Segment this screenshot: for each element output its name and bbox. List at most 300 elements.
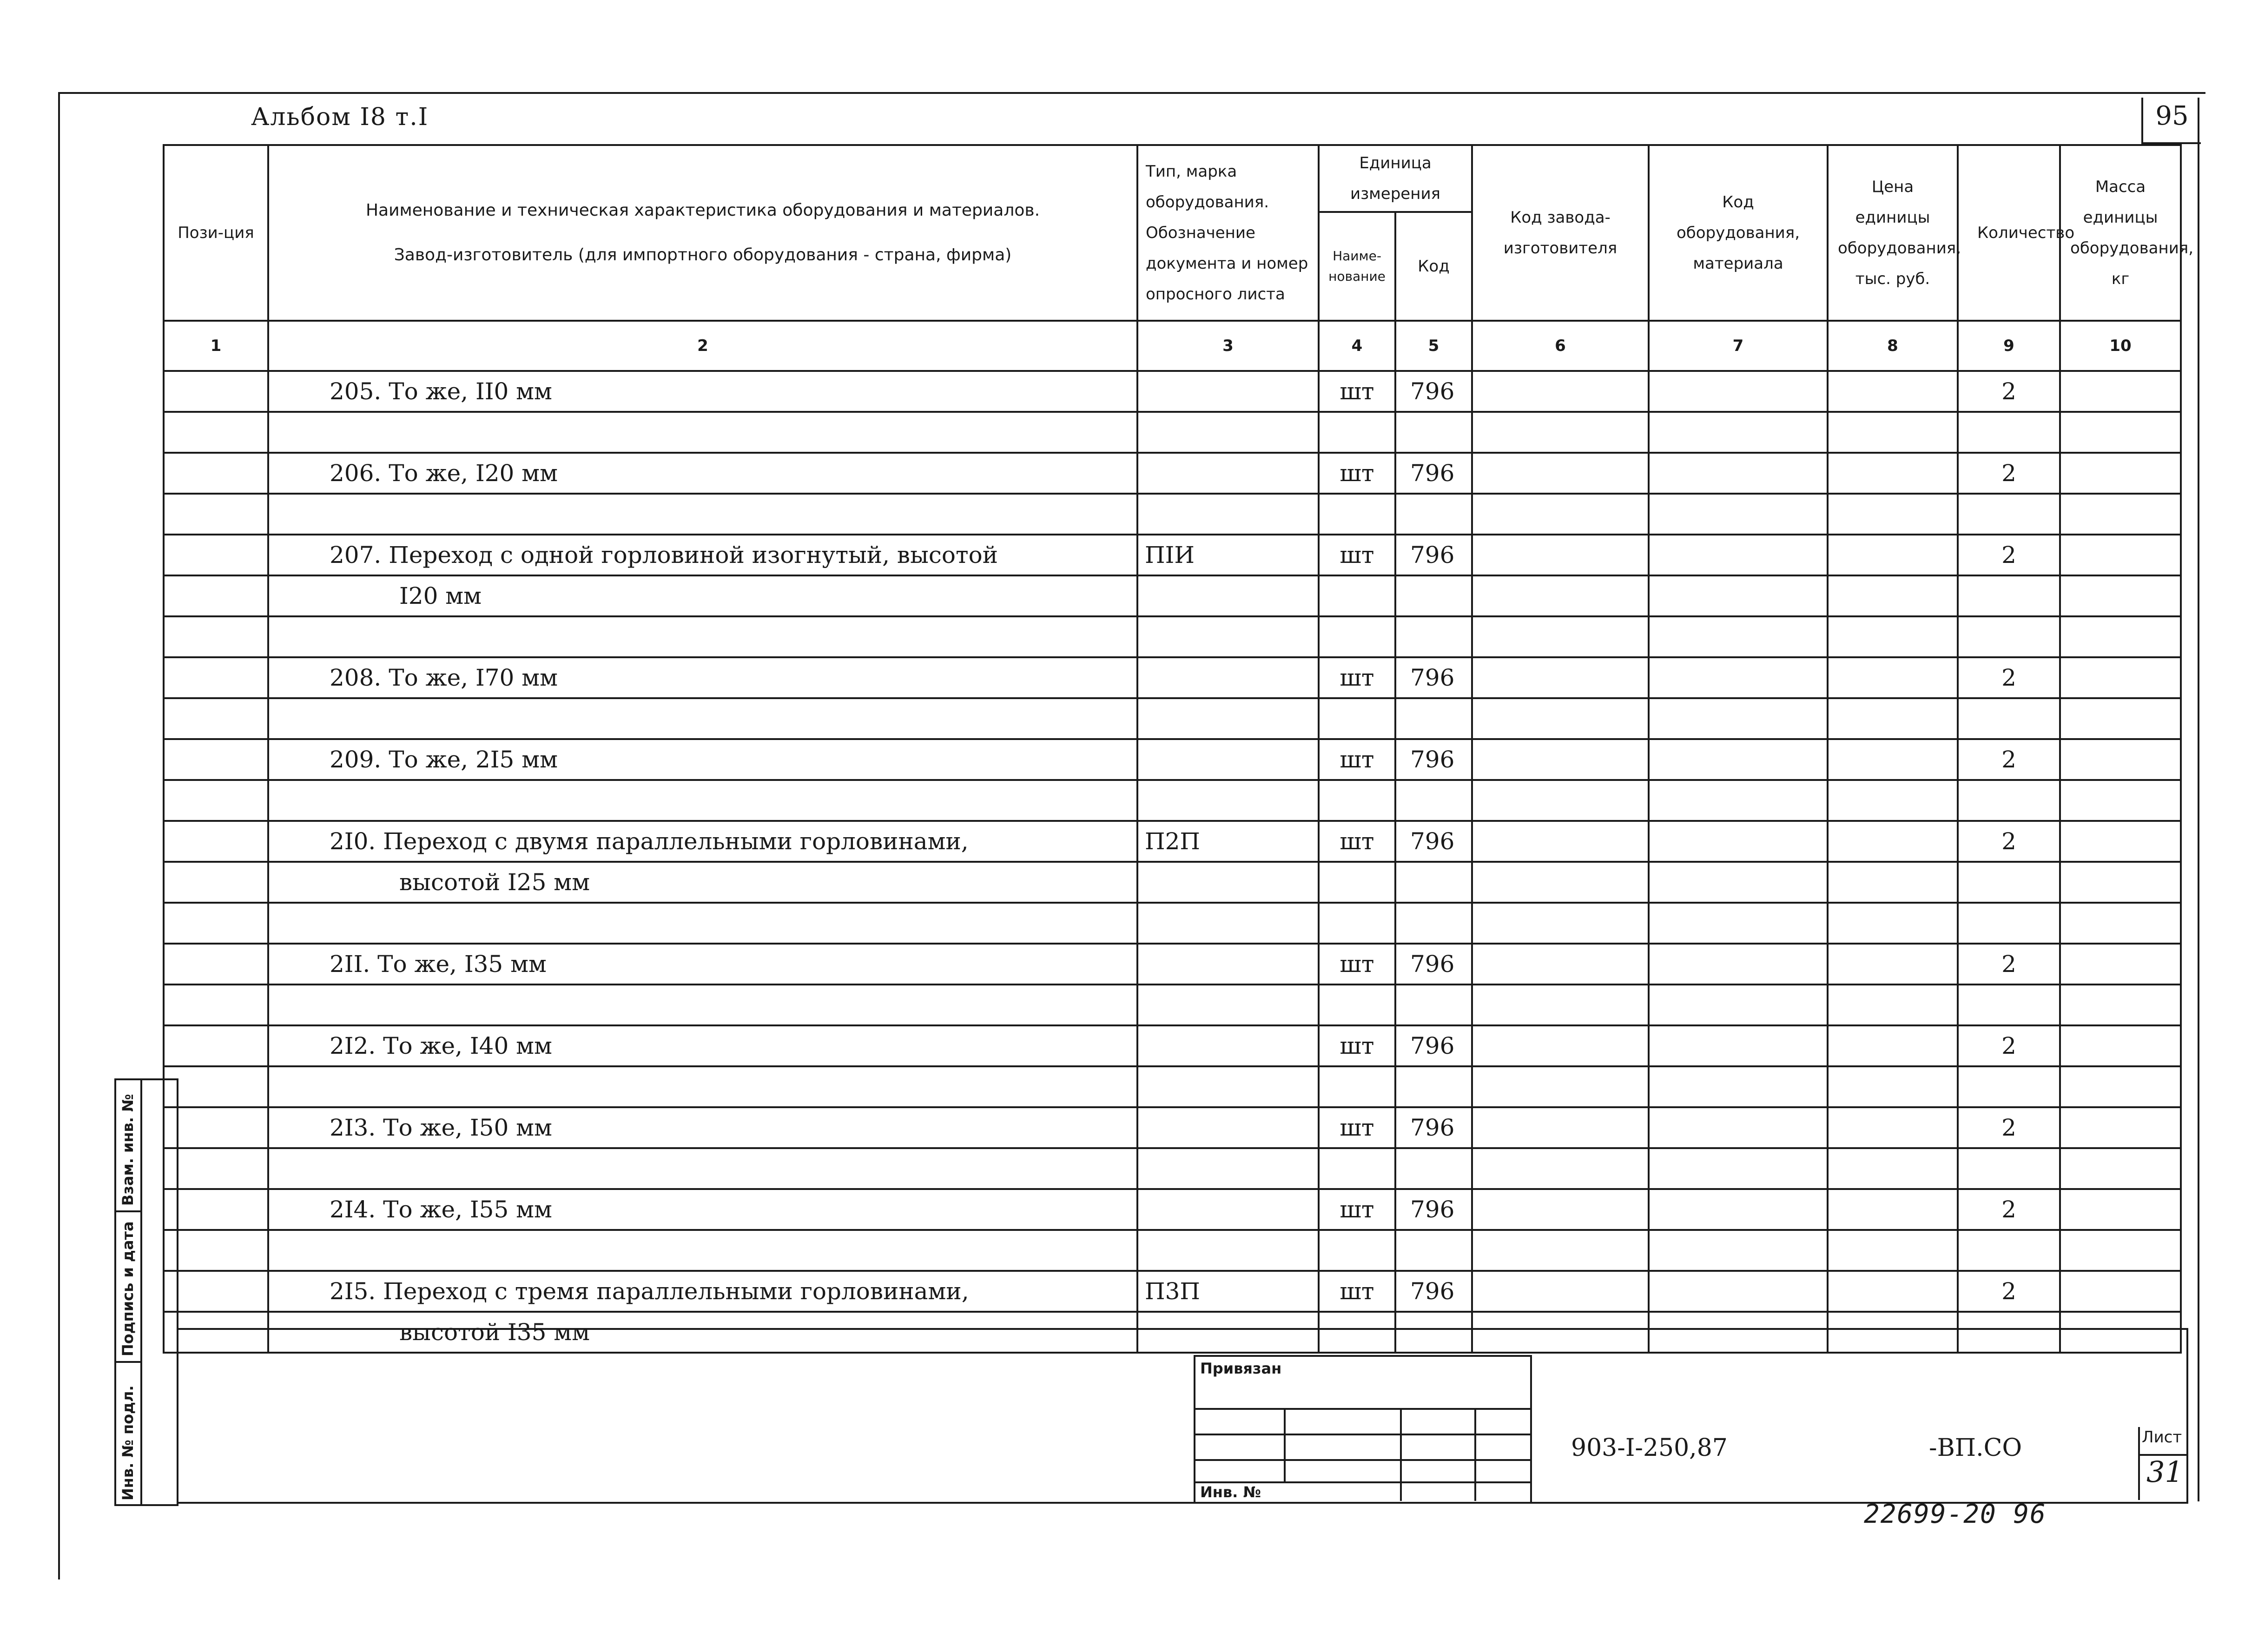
table-cell-c7 (1649, 657, 1828, 698)
table-cell-c2: 209. То же, 2I5 мм (268, 739, 1137, 780)
table-cell-c7 (1649, 944, 1828, 985)
page-corner-number: 95 (2141, 98, 2201, 144)
table-cell-c7 (1649, 1148, 1828, 1189)
column-number: 5 (1395, 321, 1472, 371)
table-cell-c2 (268, 616, 1137, 657)
table-row (164, 1066, 2181, 1107)
table-cell-c2 (268, 1148, 1137, 1189)
table-cell-c8 (1828, 453, 1958, 494)
table-cell-c10 (2060, 1025, 2181, 1066)
column-number: 4 (1319, 321, 1395, 371)
header-mass: Масса единицы оборудования, кг (2060, 145, 2181, 321)
archive-number: 22699-20 96 (1864, 1499, 2047, 1529)
table-cell-c9 (1958, 1066, 2060, 1107)
table-cell-c9 (1958, 1230, 2060, 1271)
table-cell-c7 (1649, 371, 1828, 412)
table-row (164, 1271, 2181, 1312)
table-cell-c6 (1472, 1148, 1649, 1189)
table-cell-c9: 2 (1958, 1025, 2060, 1066)
table-cell-c7 (1649, 1107, 1828, 1148)
table-cell-c8 (1828, 1066, 1958, 1107)
table-cell-c5 (1395, 412, 1472, 453)
table-cell-c4: шт (1319, 1271, 1395, 1312)
table-cell-c6 (1472, 657, 1649, 698)
table-cell-c4 (1319, 862, 1395, 903)
table-cell-c6 (1472, 1271, 1649, 1312)
table-cell-c2 (268, 1066, 1137, 1107)
document-suffix: -ВП.СО (1929, 1434, 2022, 1462)
table-row (164, 903, 2181, 944)
header-unit-code: Код (1395, 212, 1472, 321)
table-cell-c3 (1137, 412, 1319, 453)
table-cell-c7 (1649, 985, 1828, 1025)
table-cell-c2 (268, 1230, 1137, 1271)
table-cell-c2: 206. То же, I20 мм (268, 453, 1137, 494)
table-cell-c6 (1472, 1066, 1649, 1107)
table-cell-c2 (268, 494, 1137, 535)
table-row (164, 698, 2181, 739)
frame-left-line (58, 92, 60, 1579)
table-cell-c3 (1137, 903, 1319, 944)
table-cell-c7 (1649, 821, 1828, 862)
table-cell-c5: 796 (1395, 535, 1472, 575)
table-cell-c4 (1319, 698, 1395, 739)
table-cell-c1 (164, 1230, 268, 1271)
binding-grid-line (1195, 1459, 1530, 1461)
table-cell-c9 (1958, 412, 2060, 453)
table-cell-c6 (1472, 494, 1649, 535)
table-cell-c10 (2060, 698, 2181, 739)
table-cell-c8 (1828, 944, 1958, 985)
table-cell-c3 (1137, 575, 1319, 616)
binding-grid-line (1284, 1408, 1286, 1482)
table-cell-c5: 796 (1395, 821, 1472, 862)
table-cell-c5 (1395, 903, 1472, 944)
equipment-spec-table (163, 144, 2194, 1354)
title-block (177, 1328, 2188, 1504)
table-cell-c6 (1472, 575, 1649, 616)
table-cell-c10 (2060, 616, 2181, 657)
table-cell-c9: 2 (1958, 1271, 2060, 1312)
table-cell-c5: 796 (1395, 1107, 1472, 1148)
table-cell-c8 (1828, 535, 1958, 575)
table-cell-c8 (1828, 1271, 1958, 1312)
table-cell-c7 (1649, 616, 1828, 657)
table-cell-c8 (1828, 739, 1958, 780)
table-cell-c1 (164, 1189, 268, 1230)
header-qty: Количество (1958, 145, 2060, 321)
table-cell-c1 (164, 862, 268, 903)
table-cell-c8 (1828, 494, 1958, 535)
table-row (164, 985, 2181, 1025)
table-cell-c5: 796 (1395, 371, 1472, 412)
table-cell-c2 (268, 903, 1137, 944)
table-cell-c2: высотой I25 мм (268, 862, 1137, 903)
table-cell-c6 (1472, 1189, 1649, 1230)
table-cell-c2: 2II. То же, I35 мм (268, 944, 1137, 985)
table-cell-c7 (1649, 453, 1828, 494)
column-number: 10 (2060, 321, 2181, 371)
table-cell-c10 (2060, 985, 2181, 1025)
table-row (164, 412, 2181, 453)
table-cell-c9 (1958, 862, 2060, 903)
table-cell-c4: шт (1319, 657, 1395, 698)
table-cell-c6 (1472, 616, 1649, 657)
table-cell-c8 (1828, 412, 1958, 453)
table-cell-c10 (2060, 1066, 2181, 1107)
table-cell-c1 (164, 657, 268, 698)
table-cell-c5: 796 (1395, 944, 1472, 985)
table-cell-c1 (164, 821, 268, 862)
table-cell-c8 (1828, 1025, 1958, 1066)
side-cell-original-inv (116, 1363, 140, 1502)
table-cell-c3: П3П (1137, 1271, 1319, 1312)
column-number: 6 (1472, 321, 1649, 371)
album-label: Альбом I8 т.I (251, 103, 429, 131)
table-cell-c1 (164, 412, 268, 453)
header-unit-name: Наиме-нование (1319, 212, 1395, 321)
table-cell-c1 (164, 698, 268, 739)
table-cell-c3 (1137, 944, 1319, 985)
table-cell-c3 (1137, 739, 1319, 780)
inv-label: Инв. № (1200, 1483, 1261, 1501)
table-cell-c4: шт (1319, 821, 1395, 862)
table-cell-c2: высотой I35 мм (268, 1312, 1137, 1353)
side-label-replaced-inv: Взам. инв. № (119, 1094, 137, 1206)
table-cell-c7 (1649, 739, 1828, 780)
table-cell-c3 (1137, 698, 1319, 739)
table-cell-c5 (1395, 1066, 1472, 1107)
table-cell-c3 (1137, 616, 1319, 657)
frame-right-line (2198, 98, 2199, 1501)
table-row (164, 739, 2181, 780)
table-cell-c8 (1828, 985, 1958, 1025)
table-cell-c9: 2 (1958, 657, 2060, 698)
table-cell-c5: 796 (1395, 1271, 1472, 1312)
table-cell-c10 (2060, 739, 2181, 780)
table-cell-c10 (2060, 494, 2181, 535)
table-cell-c6 (1472, 862, 1649, 903)
table-cell-c1 (164, 1107, 268, 1148)
table-cell-c9: 2 (1958, 1107, 2060, 1148)
column-number: 2 (268, 321, 1137, 371)
table-cell-c8 (1828, 862, 1958, 903)
side-stamp-column (116, 1080, 142, 1504)
column-number: 3 (1137, 321, 1319, 371)
table-cell-c10 (2060, 412, 2181, 453)
table-cell-c5: 796 (1395, 453, 1472, 494)
table-cell-c1 (164, 1148, 268, 1189)
table-cell-c8 (1828, 1189, 1958, 1230)
table-cell-c10 (2060, 1271, 2181, 1312)
table-cell-c8 (1828, 1107, 1958, 1148)
table-cell-c1 (164, 985, 268, 1025)
table-cell-c7 (1649, 903, 1828, 944)
table-cell-c8 (1828, 698, 1958, 739)
table-cell-c2 (268, 698, 1137, 739)
table-cell-c4: шт (1319, 535, 1395, 575)
table-cell-c2: 2I2. То же, I40 мм (268, 1025, 1137, 1066)
table-cell-c2 (268, 780, 1137, 821)
header-type: Тип, марка оборудования. Обозначение документа и номер опросного листа (1137, 145, 1319, 321)
table-row (164, 494, 2181, 535)
table-cell-c6 (1472, 371, 1649, 412)
side-cell-signature (116, 1212, 140, 1363)
table-cell-c2: I20 мм (268, 575, 1137, 616)
table-cell-c6 (1472, 1025, 1649, 1066)
table-cell-c7 (1649, 1189, 1828, 1230)
table-cell-c4: шт (1319, 1025, 1395, 1066)
table-cell-c8 (1828, 616, 1958, 657)
table-cell-c6 (1472, 535, 1649, 575)
table-cell-c1 (164, 371, 268, 412)
table-cell-c9: 2 (1958, 821, 2060, 862)
table-cell-c1 (164, 1066, 268, 1107)
frame-top-line (58, 92, 2205, 94)
table-cell-c5 (1395, 1230, 1472, 1271)
table-cell-c1 (164, 575, 268, 616)
table-cell-c3 (1137, 1148, 1319, 1189)
table-cell-c3 (1137, 1107, 1319, 1148)
table-cell-c4 (1319, 1230, 1395, 1271)
table-cell-c7 (1649, 862, 1828, 903)
table-cell-c3 (1137, 453, 1319, 494)
sheet-label: Лист (2142, 1428, 2182, 1447)
table-cell-c7 (1649, 494, 1828, 535)
table-cell-c2: 205. То же, II0 мм (268, 371, 1137, 412)
table-cell-c5 (1395, 494, 1472, 535)
column-number-row (164, 321, 2181, 371)
table-cell-c2: 2I5. Переход с тремя параллельными горловинами, (268, 1271, 1137, 1312)
table-cell-c1 (164, 1271, 268, 1312)
table-cell-c9 (1958, 494, 2060, 535)
table-cell-c6 (1472, 698, 1649, 739)
table-row (164, 1189, 2181, 1230)
table-cell-c10 (2060, 944, 2181, 985)
column-number: 9 (1958, 321, 2060, 371)
table-cell-c7 (1649, 1025, 1828, 1066)
table-cell-c9 (1958, 780, 2060, 821)
table-cell-c3 (1137, 371, 1319, 412)
table-cell-c4: шт (1319, 453, 1395, 494)
table-cell-c1 (164, 494, 268, 535)
table-cell-c6 (1472, 780, 1649, 821)
side-label-signature: Подпись и дата (119, 1221, 137, 1356)
header-name-line1: Наименование и техническая характеристика оборудования и материалов. (365, 201, 1040, 220)
side-label-original-inv: Инв. № подл. (119, 1385, 137, 1500)
table-cell-c2: 2I4. То же, I55 мм (268, 1189, 1137, 1230)
table-cell-c1 (164, 616, 268, 657)
table-cell-c8 (1828, 1148, 1958, 1189)
table-cell-c3 (1137, 494, 1319, 535)
table-cell-c5: 796 (1395, 1025, 1472, 1066)
table-cell-c3 (1137, 1189, 1319, 1230)
table-cell-c6 (1472, 1230, 1649, 1271)
table-cell-c10 (2060, 657, 2181, 698)
table-cell-c7 (1649, 1271, 1828, 1312)
table-row (164, 821, 2181, 862)
table-cell-c7 (1649, 412, 1828, 453)
table-cell-c8 (1828, 903, 1958, 944)
table-cell-c8 (1828, 575, 1958, 616)
table-cell-c2 (268, 985, 1137, 1025)
table-cell-c9 (1958, 575, 2060, 616)
table-cell-c4: шт (1319, 739, 1395, 780)
table-cell-c3 (1137, 985, 1319, 1025)
table-cell-c10 (2060, 780, 2181, 821)
table-row (164, 371, 2181, 412)
table-cell-c10 (2060, 862, 2181, 903)
table-cell-c9 (1958, 985, 2060, 1025)
table-cell-c10 (2060, 821, 2181, 862)
table-cell-c4: шт (1319, 1107, 1395, 1148)
table-cell-c4 (1319, 616, 1395, 657)
table-cell-c6 (1472, 944, 1649, 985)
table-cell-c6 (1472, 821, 1649, 862)
table-cell-c7 (1649, 1066, 1828, 1107)
header-position: Пози-ция (164, 145, 268, 321)
table-cell-c3 (1137, 862, 1319, 903)
table-cell-c1 (164, 780, 268, 821)
table-cell-c4: шт (1319, 371, 1395, 412)
table-cell-c2: 207. Переход с одной горловиной изогнутый, высотой (268, 535, 1137, 575)
table-cell-c2: 2I0. Переход с двумя параллельными горловинами, (268, 821, 1137, 862)
document-number: 903-I-250,87 (1571, 1434, 1728, 1462)
table-cell-c10 (2060, 903, 2181, 944)
table-cell-c3: ПIИ (1137, 535, 1319, 575)
table-row (164, 453, 2181, 494)
table-cell-c9: 2 (1958, 944, 2060, 985)
column-number: 1 (164, 321, 268, 371)
table-cell-c7 (1649, 698, 1828, 739)
table-cell-c1 (164, 1025, 268, 1066)
table-cell-c5 (1395, 985, 1472, 1025)
table-cell-c3 (1137, 657, 1319, 698)
table-cell-c1 (164, 453, 268, 494)
table-row (164, 616, 2181, 657)
table-cell-c4 (1319, 985, 1395, 1025)
table-row (164, 535, 2181, 575)
table-cell-c7 (1649, 780, 1828, 821)
table-cell-c9 (1958, 903, 2060, 944)
table-row (164, 575, 2181, 616)
table-cell-c5: 796 (1395, 739, 1472, 780)
table-cell-c3 (1137, 1230, 1319, 1271)
table-cell-c6 (1472, 903, 1649, 944)
table-cell-c4: шт (1319, 944, 1395, 985)
table-cell-c6 (1472, 739, 1649, 780)
table-cell-c7 (1649, 575, 1828, 616)
table-cell-c9: 2 (1958, 739, 2060, 780)
binding-grid-line (1400, 1408, 1402, 1501)
table-row (164, 944, 2181, 985)
table-cell-c5 (1395, 616, 1472, 657)
table-cell-c6 (1472, 985, 1649, 1025)
bound-label: Привязан (1200, 1360, 1282, 1377)
table-cell-c10 (2060, 535, 2181, 575)
table-cell-c9 (1958, 1148, 2060, 1189)
table-cell-c4 (1319, 1148, 1395, 1189)
header-name-line2: Завод-изготовитель (для импортного оборудования - страна, фирма) (394, 245, 1012, 264)
table-cell-c9: 2 (1958, 1189, 2060, 1230)
table-row (164, 780, 2181, 821)
table-cell-c2: 2I3. То же, I50 мм (268, 1107, 1137, 1148)
table-cell-c4 (1319, 494, 1395, 535)
table-cell-c4 (1319, 903, 1395, 944)
table-cell-c6 (1472, 412, 1649, 453)
header-equip-code: Код оборудования, материала (1649, 145, 1828, 321)
table-cell-c5 (1395, 780, 1472, 821)
table-cell-c2: 208. То же, I70 мм (268, 657, 1137, 698)
table-cell-c8 (1828, 821, 1958, 862)
header-name (268, 145, 1137, 321)
table-row (164, 862, 2181, 903)
table-cell-c9 (1958, 698, 2060, 739)
binding-grid-line (1474, 1408, 1476, 1501)
table-cell-c10 (2060, 1230, 2181, 1271)
table-cell-c4 (1319, 412, 1395, 453)
side-stamp-strip (114, 1078, 178, 1506)
table-cell-c5: 796 (1395, 1189, 1472, 1230)
table-cell-c10 (2060, 1148, 2181, 1189)
table-cell-c6 (1472, 453, 1649, 494)
table-cell-c3 (1137, 1025, 1319, 1066)
table-cell-c5 (1395, 698, 1472, 739)
table-cell-c10 (2060, 575, 2181, 616)
table-cell-c5: 796 (1395, 657, 1472, 698)
table-cell-c10 (2060, 1107, 2181, 1148)
table-cell-c5 (1395, 862, 1472, 903)
binding-grid-line (1195, 1434, 1530, 1435)
table-cell-c1 (164, 535, 268, 575)
table-cell-c10 (2060, 1189, 2181, 1230)
table-cell-c2 (268, 412, 1137, 453)
header-unit-group: Единица измерения (1319, 145, 1472, 212)
header-plant-code: Код завода-изготовителя (1472, 145, 1649, 321)
table-cell-c9: 2 (1958, 453, 2060, 494)
binding-block (1194, 1355, 1532, 1504)
table-cell-c8 (1828, 780, 1958, 821)
table-cell-c10 (2060, 371, 2181, 412)
table-cell-c6 (1472, 1107, 1649, 1148)
header-price: Цена единицы оборудования, тыс. руб. (1828, 145, 1958, 321)
table-row (164, 657, 2181, 698)
binding-grid-line (1195, 1408, 1530, 1410)
table-cell-c1 (164, 739, 268, 780)
column-number: 8 (1828, 321, 1958, 371)
side-cell-replaced-inv (116, 1080, 140, 1212)
table-cell-c5 (1395, 1148, 1472, 1189)
table-cell-c7 (1649, 1230, 1828, 1271)
table-cell-c1 (164, 944, 268, 985)
table-cell-c8 (1828, 657, 1958, 698)
table-cell-c5 (1395, 575, 1472, 616)
sheet-number: 31 (2146, 1455, 2183, 1489)
table-cell-c8 (1828, 1230, 1958, 1271)
table-cell-c4 (1319, 1066, 1395, 1107)
column-number: 7 (1649, 321, 1828, 371)
table-cell-c1 (164, 903, 268, 944)
table-cell-c10 (2060, 453, 2181, 494)
table-cell-c3 (1137, 1066, 1319, 1107)
table-row (164, 1230, 2181, 1271)
table-cell-c8 (1828, 371, 1958, 412)
table-cell-c4 (1319, 780, 1395, 821)
table-row (164, 1025, 2181, 1066)
table-cell-c4 (1319, 575, 1395, 616)
table-cell-c4: шт (1319, 1189, 1395, 1230)
table-row (164, 1107, 2181, 1148)
